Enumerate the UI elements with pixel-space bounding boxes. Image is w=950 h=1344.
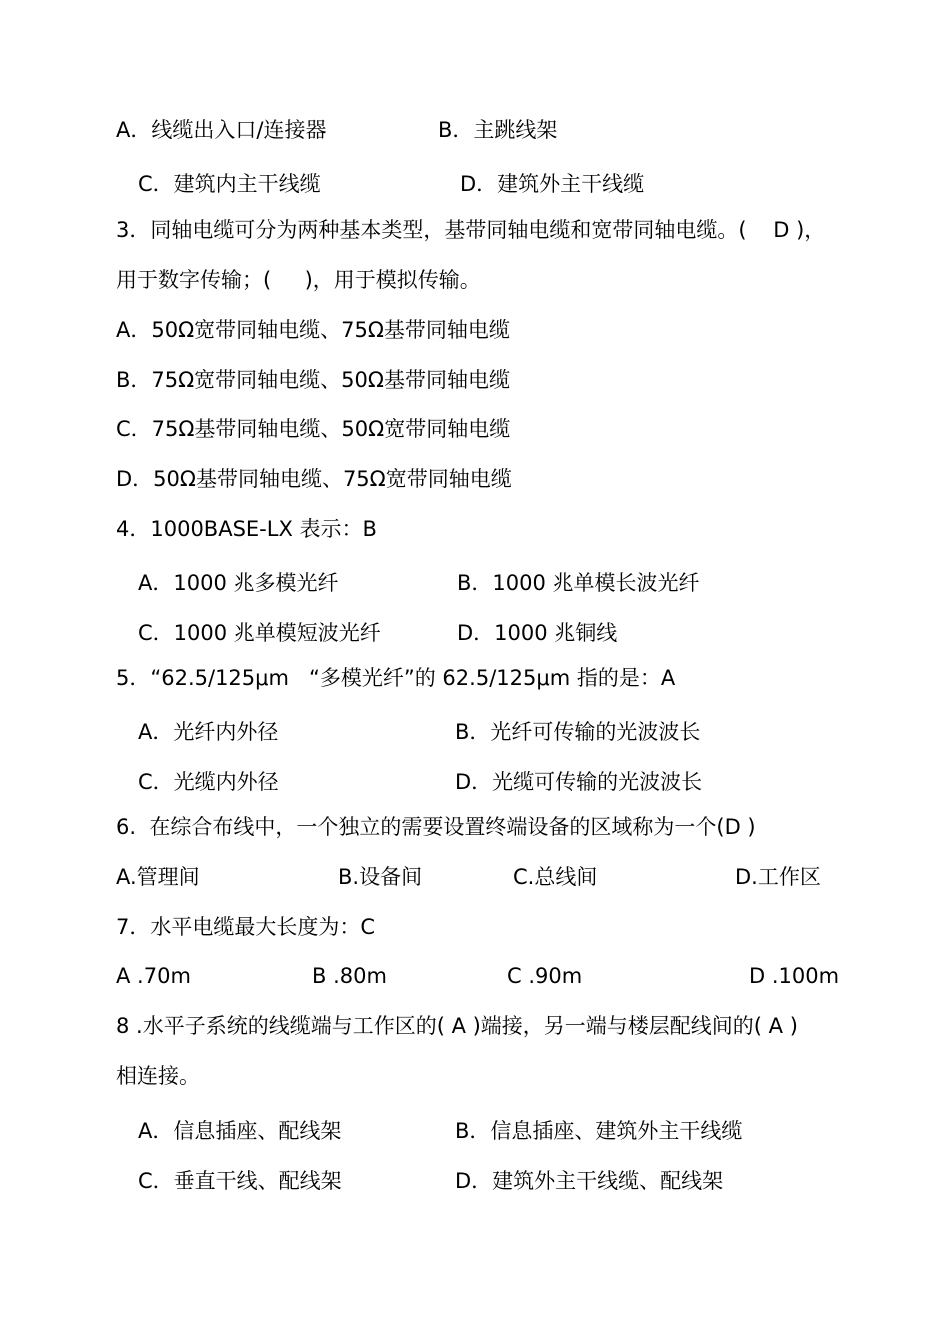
q6-option-c: C.总线间 [513,865,598,889]
q6-option-d: D.工作区 [735,865,821,889]
q5-option-d: D．光缆可传输的光波波长 [455,770,703,794]
q3-option-a: A．50Ω宽带同轴电缆、75Ω基带同轴电缆 [116,318,510,342]
q3-stem-line1: 3．同轴电缆可分为两种基本类型，基带同轴电缆和宽带同轴电缆。( D )， [116,218,826,242]
q5-stem: 5．“62.5/125μm “多模光纤”的 62.5/125μm 指的是：A [116,666,676,690]
q5-option-c: C．光缆内外径 [138,770,279,794]
q3-option-c: C．75Ω基带同轴电缆、50Ω宽带同轴电缆 [116,417,511,441]
q8-option-d: D．建筑外主干线缆、配线架 [455,1169,724,1193]
q5-option-b: B．光纤可传输的光波波长 [455,720,701,744]
q4-option-b: B．1000 兆单模长波光纤 [457,571,700,595]
q4-option-c: C．1000 兆单模短波光纤 [138,621,381,645]
q5-option-a: A．光纤内外径 [138,720,279,744]
q8-option-c: C．垂直干线、配线架 [138,1169,342,1193]
q2-option-c: C．建筑内主干线缆 [138,172,321,196]
q2-option-a: A．线缆出入口/连接器 [116,118,327,142]
q2-option-b: B．主跳线架 [438,118,558,142]
q8-stem-line2: 相连接。 [116,1064,200,1088]
q8-option-b: B．信息插座、建筑外主干线缆 [455,1119,743,1143]
q4-option-a: A．1000 兆多模光纤 [138,571,339,595]
q7-option-b: B .80m [312,964,387,988]
q8-option-a: A．信息插座、配线架 [138,1119,342,1143]
q4-stem: 4．1000BASE-LX 表示：B [116,517,377,541]
q3-stem-line2: 用于数字传输；( )，用于模拟传输。 [116,268,481,292]
q6-option-a: A.管理间 [116,865,200,889]
q7-option-d: D .100m [749,964,840,988]
q3-option-b: B．75Ω宽带同轴电缆、50Ω基带同轴电缆 [116,368,510,392]
q3-option-d: D．50Ω基带同轴电缆、75Ω宽带同轴电缆 [116,467,512,491]
q7-option-a: A .70m [116,964,191,988]
q8-stem-line1: 8 .水平子系统的线缆端与工作区的( A )端接，另一端与楼层配线间的( A ) [116,1014,798,1038]
q2-option-d: D．建筑外主干线缆 [460,172,645,196]
q7-stem: 7．水平电缆最大长度为：C [116,915,376,939]
q6-option-b: B.设备间 [338,865,423,889]
q4-option-d: D．1000 兆铜线 [457,621,618,645]
q6-stem: 6. 在综合布线中，一个独立的需要设置终端设备的区域称为一个(D ) [116,815,756,839]
q7-option-c: C .90m [507,964,583,988]
